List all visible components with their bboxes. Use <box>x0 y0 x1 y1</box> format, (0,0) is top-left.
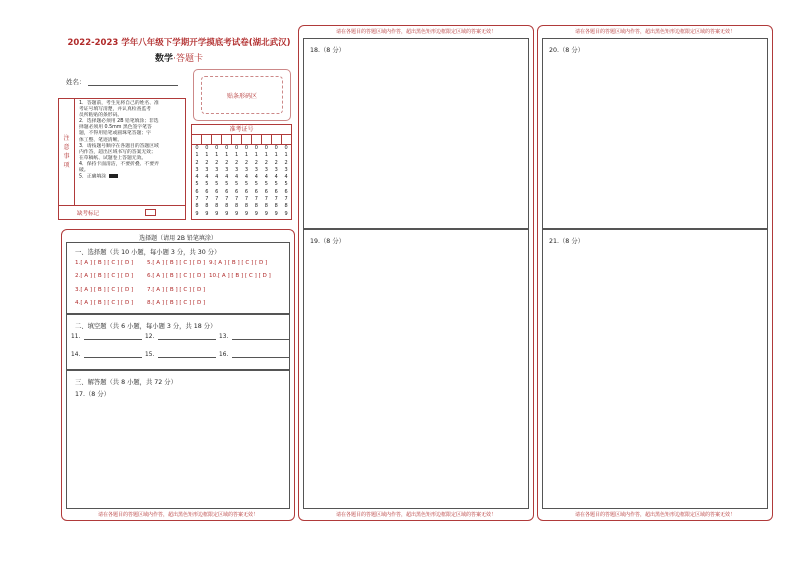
admission-digit[interactable]: 5 <box>254 181 258 188</box>
admission-digit[interactable]: 7 <box>225 196 229 203</box>
admission-digit[interactable]: 6 <box>205 188 209 195</box>
admission-digit[interactable]: 5 <box>264 181 268 188</box>
mc-question-number: 6. <box>147 273 153 280</box>
admission-digit[interactable]: 2 <box>254 159 258 166</box>
fill-line[interactable] <box>158 339 216 340</box>
mc-question-number: 9. <box>209 260 215 266</box>
admission-digit[interactable]: 6 <box>264 188 268 195</box>
admission-digit[interactable]: 7 <box>215 196 219 203</box>
fill-number: 15. <box>145 352 155 358</box>
question-20-label: 20.（8 分） <box>549 47 584 54</box>
admission-digit-column[interactable] <box>192 145 202 218</box>
admission-digit[interactable]: 6 <box>274 188 278 195</box>
note-line: 员所粘贴的条形码。 <box>79 113 123 119</box>
admission-digit[interactable]: 3 <box>234 166 239 173</box>
admission-digit[interactable]: 4 <box>254 174 258 181</box>
note-line: 1．答题前，考生先将自己的姓名、准 <box>79 101 159 106</box>
admission-digit[interactable]: 8 <box>215 203 219 210</box>
mc-question[interactable] <box>75 300 133 306</box>
notes-text <box>79 101 183 181</box>
barcode-label: 贴条形码区 <box>201 76 283 114</box>
note-line: 2．选择题必须用 2B 铅笔填涂；非选 <box>79 119 159 125</box>
admission-digit[interactable]: 0 <box>264 145 268 151</box>
admission-digit[interactable]: 5 <box>205 181 209 188</box>
admission-digit[interactable]: 1 <box>284 152 288 159</box>
admission-digit[interactable]: 0 <box>215 145 219 151</box>
admission-digit[interactable]: 3 <box>205 166 209 173</box>
choice-heading: 选择题（请用 2B 铅笔填涂） <box>139 235 217 242</box>
note-line: 3．请按题号顺序在各题目的答题区域 <box>79 143 159 149</box>
fill-blank[interactable] <box>71 334 142 340</box>
admission-digit[interactable]: 5 <box>284 181 288 188</box>
admission-digit[interactable]: 1 <box>244 152 249 159</box>
admission-digit[interactable]: 3 <box>225 166 229 173</box>
admission-digit[interactable]: 3 <box>284 166 288 173</box>
fill-line[interactable] <box>232 357 290 358</box>
admission-digit[interactable]: 6 <box>284 188 288 195</box>
admission-digit[interactable]: 2 <box>205 159 209 166</box>
fill-blank[interactable] <box>219 352 290 358</box>
absent-mark-row <box>58 206 186 220</box>
mc-question[interactable] <box>147 273 205 279</box>
admission-digit[interactable]: 3 <box>254 166 258 173</box>
answer-panel-middle <box>298 25 534 521</box>
name-field[interactable] <box>88 85 178 86</box>
mc-question[interactable] <box>75 273 133 279</box>
admission-digit[interactable]: 5 <box>234 181 239 188</box>
mc-options[interactable]: [ A ] [ B ] [ C ] [ D ] <box>80 273 134 280</box>
admission-digit[interactable]: 8 <box>195 203 199 210</box>
absent-mark-label: 缺考标记 <box>77 211 100 217</box>
admission-digit-column[interactable] <box>242 145 252 218</box>
admission-digit[interactable]: 0 <box>205 145 209 151</box>
fill-line[interactable] <box>232 339 290 340</box>
admission-digit[interactable]: 6 <box>254 188 258 195</box>
admission-digit[interactable]: 7 <box>244 196 249 203</box>
fill-line[interactable] <box>84 339 142 340</box>
admission-digit[interactable]: 4 <box>225 174 229 181</box>
admission-digit[interactable]: 3 <box>195 166 199 173</box>
exam-title: 2022-2023 学年八年级下学期开学摸底考试卷(湖北武汉) <box>67 38 291 48</box>
admission-digit[interactable]: 1 <box>225 152 229 159</box>
fill-number: 11. <box>71 334 81 340</box>
mc-question[interactable] <box>75 260 133 266</box>
notes-side-char: 意 <box>63 144 70 151</box>
admission-digit[interactable]: 1 <box>195 152 199 159</box>
note-line: 4．保持卡面清洁，不要折叠、不要弄 <box>79 161 159 167</box>
mc-question-number: 5. <box>147 260 153 266</box>
admission-number-title: 准考证号 <box>192 125 291 135</box>
admission-digit[interactable]: 1 <box>234 152 239 159</box>
subject-name: 数学 <box>155 54 174 64</box>
admission-number-grid <box>191 124 292 220</box>
fill-line[interactable] <box>158 357 216 358</box>
note-line: 题，不得用铅笔或圆珠笔答题；字 <box>79 131 151 137</box>
admission-digit-column[interactable] <box>281 145 291 218</box>
admission-digit[interactable]: 4 <box>264 174 268 181</box>
admission-digit-column[interactable] <box>251 145 261 218</box>
mc-options[interactable]: [ A ] [ B ] [ C ] [ D ] <box>152 286 206 293</box>
mc-question-number: 8. <box>147 299 153 306</box>
fill-line[interactable] <box>84 357 142 358</box>
admission-digit[interactable]: 0 <box>274 145 278 151</box>
question-18-box[interactable] <box>303 38 529 229</box>
admission-digit[interactable]: 4 <box>244 174 249 181</box>
mc-options[interactable]: [ A ] [ B ] [ C ] [ D ] <box>80 286 134 293</box>
absent-mark-box[interactable] <box>145 209 156 216</box>
admission-digit[interactable]: 7 <box>274 196 278 203</box>
question-19-box[interactable] <box>303 229 529 509</box>
fill-number: 12. <box>145 334 155 340</box>
fill-number: 14. <box>71 352 81 358</box>
mc-options[interactable]: [ A ] [ B ] [ C ] [ D ] <box>152 260 206 266</box>
admission-digit[interactable]: 8 <box>244 203 249 210</box>
admission-digit[interactable]: 2 <box>284 159 288 166</box>
admission-digit[interactable]: 0 <box>254 145 258 151</box>
mc-options[interactable]: [ A ] [ B ] [ C ] [ D ] <box>214 260 268 266</box>
answer-panel-left <box>61 229 295 521</box>
mc-question-number: 10. <box>209 273 218 280</box>
admission-digit[interactable]: 2 <box>215 159 219 166</box>
notes-side-char: 事 <box>63 153 70 160</box>
notes-box <box>58 98 186 206</box>
section-fill-box <box>66 314 290 370</box>
fill-blank[interactable] <box>145 334 216 340</box>
admission-digit[interactable]: 3 <box>264 166 268 173</box>
mc-question-number: 1. <box>75 260 81 266</box>
admission-digit[interactable]: 7 <box>195 196 199 203</box>
notes-side-char: 注 <box>63 135 70 142</box>
section-mc-box <box>66 242 290 314</box>
barcode-area <box>193 69 291 121</box>
mc-options[interactable]: [ A ] [ B ] [ C ] [ D ] <box>152 299 206 306</box>
filled-mark-sample <box>109 174 118 178</box>
admission-digit[interactable]: 0 <box>225 145 229 151</box>
admission-digit[interactable]: 1 <box>254 152 258 159</box>
admission-digit[interactable]: 9 <box>195 210 199 217</box>
admission-digit[interactable]: 1 <box>205 152 209 159</box>
admission-digit[interactable]: 4 <box>215 174 219 181</box>
admission-digit[interactable]: 8 <box>225 203 229 210</box>
fill-blank[interactable] <box>145 352 216 358</box>
fill-number: 13. <box>219 334 229 340</box>
admission-digit[interactable]: 5 <box>195 181 199 188</box>
admission-digit[interactable]: 9 <box>234 210 239 217</box>
admission-digit[interactable]: 4 <box>195 174 199 181</box>
admission-digit[interactable]: 4 <box>274 174 278 181</box>
admission-digit-column[interactable] <box>222 145 232 218</box>
admission-digit-column[interactable] <box>232 145 242 218</box>
admission-digit[interactable]: 6 <box>195 188 199 195</box>
warning-text: 请在各题目的答题区域内作答，超出黑色矩形边框限定区域的答案无效！ <box>574 512 735 518</box>
warning-text: 请在各题目的答题区域内作答，超出黑色矩形边框限定区域的答案无效！ <box>335 512 496 518</box>
warning-text: 请在各题目的答题区域内作答，超出黑色矩形边框限定区域的答案无效！ <box>97 512 258 518</box>
admission-digit[interactable]: 8 <box>284 203 288 210</box>
admission-digit[interactable]: 5 <box>244 181 249 188</box>
admission-digit[interactable]: 6 <box>215 188 219 195</box>
notes-side-label <box>59 99 75 205</box>
note-line: 体工整、笔迹清晰。 <box>79 137 123 143</box>
admission-digit[interactable]: 9 <box>264 210 268 217</box>
question-18-label: 18.（8 分） <box>310 47 345 54</box>
mc-options[interactable]: [ A ] [ B ] [ C ] [ D ] <box>80 299 134 306</box>
admission-digit[interactable]: 3 <box>274 166 278 173</box>
admission-digit[interactable]: 2 <box>225 159 229 166</box>
admission-digit[interactable]: 2 <box>244 159 249 166</box>
admission-digit[interactable]: 1 <box>264 152 268 159</box>
admission-digit[interactable]: 7 <box>264 196 268 203</box>
question-17-label: 17.（8 分） <box>75 391 110 398</box>
warning-text: 请在各题目的答题区域内作答，超出黑色矩形边框限定区域的答案无效！ <box>574 29 735 35</box>
section-answer-title: 三、解答题（共 8 小题，共 72 分） <box>75 379 177 386</box>
admission-digit[interactable]: 9 <box>225 210 229 217</box>
admission-digit[interactable]: 5 <box>225 181 229 188</box>
admission-digit[interactable]: 0 <box>244 145 249 151</box>
section-fill-title: 二、填空题（共 6 小题，每小题 3 分，共 18 分） <box>75 323 217 330</box>
admission-digit[interactable]: 8 <box>234 203 239 210</box>
fill-blank[interactable] <box>219 334 290 340</box>
note-line: 5．正确填涂 <box>79 174 107 180</box>
mc-options[interactable]: [ A ] [ B ] [ C ] [ D ] <box>80 260 134 266</box>
answer-panel-right <box>537 25 773 521</box>
admission-digit[interactable]: 6 <box>234 188 239 195</box>
mc-question[interactable] <box>75 287 133 293</box>
admission-digit-column[interactable] <box>271 145 281 218</box>
admission-digit[interactable]: 9 <box>284 210 288 217</box>
admission-digit[interactable]: 4 <box>205 174 209 181</box>
mc-question[interactable] <box>147 260 205 266</box>
admission-digit-column[interactable] <box>261 145 271 218</box>
mc-options[interactable]: [ A ] [ B ] [ C ] [ D ] <box>152 273 206 280</box>
admission-digit[interactable]: 7 <box>284 196 288 203</box>
admission-digit[interactable]: 8 <box>254 203 258 210</box>
mc-question-number: 3. <box>75 286 81 293</box>
admission-digit[interactable]: 3 <box>215 166 219 173</box>
admission-number-input-cells[interactable] <box>192 135 291 145</box>
mc-question[interactable] <box>209 260 267 266</box>
admission-digit[interactable]: 0 <box>234 145 239 151</box>
admission-digit[interactable]: 8 <box>264 203 268 210</box>
note-line: 考证号填写清楚，并认真检查监考 <box>79 107 151 113</box>
mc-options[interactable]: [ A ] [ B ] [ C ] [ D ] <box>217 273 271 280</box>
admission-digit[interactable]: 0 <box>195 145 199 151</box>
admission-digit[interactable]: 7 <box>205 196 209 203</box>
admission-digit[interactable]: 2 <box>195 159 199 166</box>
admission-digit-columns[interactable] <box>192 145 291 218</box>
mc-question-number: 7. <box>147 286 153 293</box>
section-answer-box <box>66 370 290 509</box>
admission-digit[interactable]: 9 <box>254 210 258 217</box>
warning-text: 请在各题目的答题区域内作答，超出黑色矩形边框限定区域的答案无效！ <box>335 29 496 35</box>
admission-digit[interactable]: 4 <box>234 174 239 181</box>
admission-digit[interactable]: 2 <box>264 159 268 166</box>
fill-blank[interactable] <box>71 352 142 358</box>
note-line-fill-example <box>79 174 183 181</box>
admission-digit[interactable]: 9 <box>244 210 249 217</box>
admission-digit[interactable]: 5 <box>215 181 219 188</box>
admission-digit[interactable]: 7 <box>254 196 258 203</box>
admission-digit[interactable]: 8 <box>274 203 278 210</box>
admission-digit[interactable]: 4 <box>284 174 288 181</box>
answer-card-label: 答题卡 <box>175 54 203 64</box>
notes-side-char: 项 <box>63 162 70 169</box>
admission-digit[interactable]: 9 <box>205 210 209 217</box>
admission-digit-column[interactable] <box>202 145 212 218</box>
section-mc-title: 一、选择题（共 10 小题，每小题 3 分，共 30 分） <box>75 249 221 256</box>
subject-heading <box>64 51 294 64</box>
admission-digit[interactable]: 6 <box>244 188 249 195</box>
admission-digit[interactable]: 3 <box>244 166 249 173</box>
mc-question[interactable] <box>147 300 205 306</box>
admission-digit-column[interactable] <box>212 145 222 218</box>
note-line: 破。 <box>79 168 89 174</box>
mc-question[interactable] <box>209 273 271 279</box>
note-line: 内作答，超出区域书写的答案无效； <box>79 149 156 155</box>
mc-question-number: 4. <box>75 299 81 306</box>
admission-digit[interactable]: 2 <box>274 159 278 166</box>
fill-number: 16. <box>219 352 229 358</box>
mc-question-number: 2. <box>75 273 81 280</box>
admission-digit[interactable]: 9 <box>215 210 219 217</box>
name-label: 姓名： <box>66 78 86 86</box>
admission-digit[interactable]: 6 <box>225 188 229 195</box>
note-line: 择题必须用 0.5mm 黑色签字笔答 <box>79 125 152 131</box>
subject-sep: · <box>173 54 176 64</box>
admission-digit[interactable]: 7 <box>234 196 239 203</box>
admission-digit[interactable]: 1 <box>215 152 219 159</box>
admission-digit[interactable]: 2 <box>234 159 239 166</box>
note-line: 在草稿纸、试题卷上答题无效。 <box>79 155 147 161</box>
question-21-box[interactable] <box>542 229 768 509</box>
mc-question[interactable] <box>147 287 205 293</box>
admission-digit[interactable]: 9 <box>274 210 278 217</box>
question-19-label: 19.（8 分） <box>310 238 345 245</box>
admission-digit[interactable]: 0 <box>284 145 288 151</box>
question-21-label: 21.（8 分） <box>549 238 584 245</box>
question-20-box[interactable] <box>542 38 768 229</box>
admission-digit[interactable]: 8 <box>205 203 209 210</box>
admission-digit[interactable]: 5 <box>274 181 278 188</box>
admission-digit[interactable]: 1 <box>274 152 278 159</box>
